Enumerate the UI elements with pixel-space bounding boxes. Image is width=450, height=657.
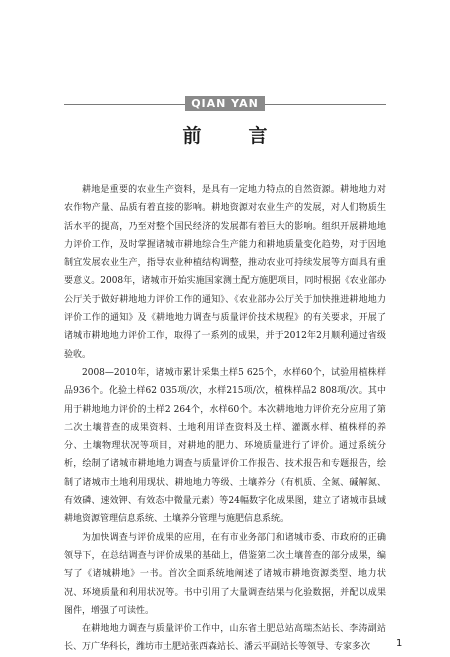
- page-title: 前 言: [182, 125, 282, 147]
- paragraph: 2008—2010年，诸城市累计采集土样5 625个，水样60个，试验用植株样品936个。化验土样62 035项/次，水样215项/次，植株样品2 808项/次。其中用于耕地地力评价的土样2 264个，水样60个。本次耕地地力评价充分应用了第二次土壤普查的成果资料、土地利用详查资料及土样、灌溉水样、植株样的养分、土壤物理状况等项目，对耕地的肥力、环境质量进行了评价。通过系统分析，绘制了诸城市耕地地力调查与质量评价工作报告、技术报告和专题报告，绘制了诸城市土地利用现状、耕地地力等级、土壤养分（有机质、全氮、碱解氮、有效磷、速效钾、有效态中微量元素）等24幅数字化成果图，建立了诸城市县域耕地资源管理信息系统、土壤养分管理与施肥信息系统。: [64, 367, 386, 525]
- paragraph: 耕地是重要的农业生产资料，是具有一定地力特点的自然资源。耕地地力对农作物产量、品质有着直接的影响。耕地资源对农业生产的发展，对人们物质生活水平的提高，乃至对整个国民经济的发展都有着巨大的影响。组织开展耕地地力评价工作，及时掌握诸城市耕地综合生产能力和耕地质量变化趋势，对于因地制宜发展农业生产，指导农业种植结构调整，推动农业可持续发展等方面具有重要意义。2008年，诸城市开始实施国家测土配方施肥项目，同时根据《农业部办公厅关于做好耕地地力评价工作的通知》、《农业部办公厅关于加快推进耕地地力评价工作的通知》及《耕地地力调查与质量评价技术规程》的有关要求，开展了诸城市耕地地力评价工作，取得了一系列的成果，并于2012年2月顺利通过省级验收。: [64, 185, 386, 360]
- paragraph: 为加快调查与评价成果的应用，在有市业务部门和诸城市委、市政府的正确领导下，在总结调查与评价成果的基础上，借鉴第二次土壤普查的部分成果，编写了《诸城耕地》一书。首次全面系统地阐述了诸城市耕地资源类型、地力状况、环境质量和利用状况等。书中引用了大量调查结果与化验数据，并配以成果图件，增强了可读性。: [64, 532, 386, 616]
- paragraph: 在耕地地力调查与质量评价工作中，山东省土肥总站高瑞杰站长、李涛副站长、万广华科长，潍坊市土肥站张西森站长、潘云平副站长等领导、专家多次: [64, 624, 386, 653]
- section-header-band: QIAN YAN: [185, 96, 265, 111]
- page-number: 1: [396, 638, 403, 649]
- body-text: [64, 181, 386, 657]
